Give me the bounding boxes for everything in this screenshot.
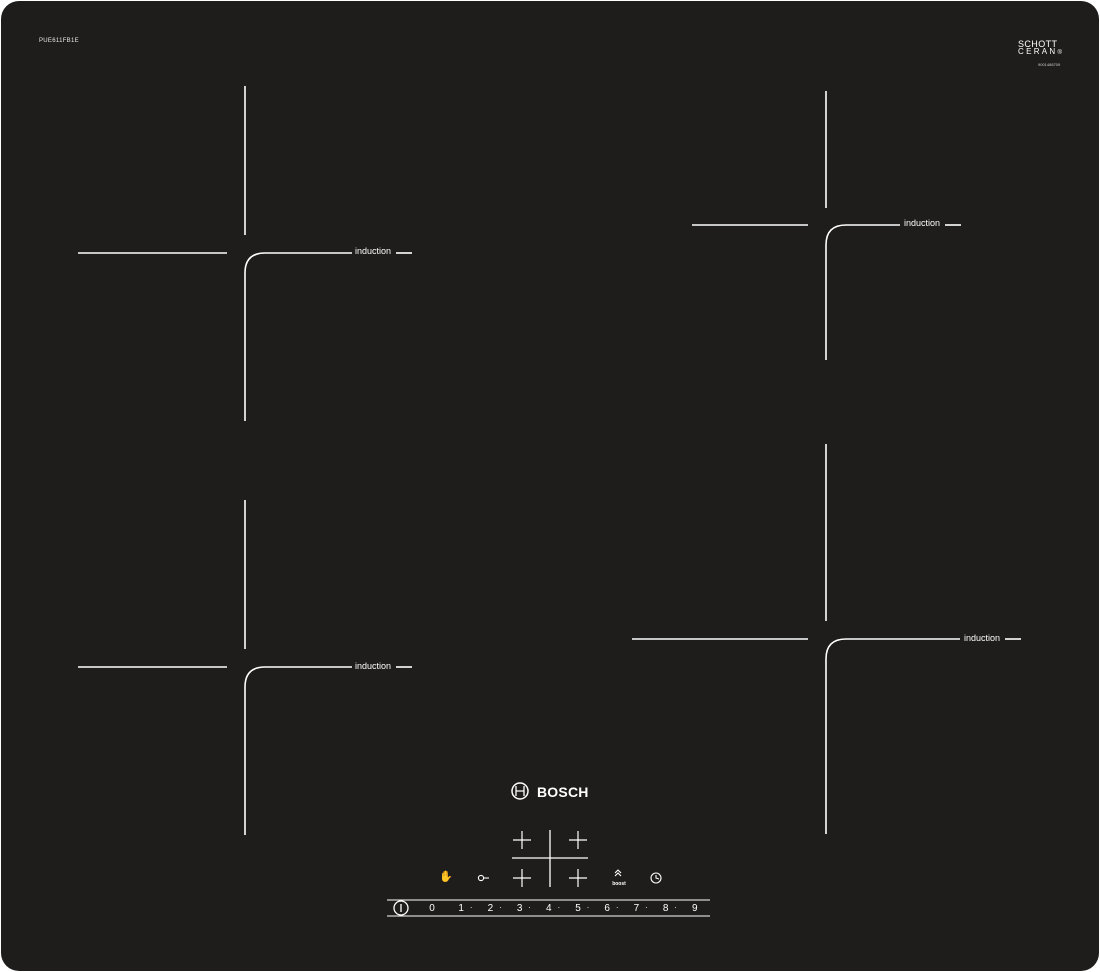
power-level-separator: · bbox=[557, 903, 561, 912]
wipe-protection-button[interactable] bbox=[438, 870, 454, 883]
power-level-2[interactable]: 2 bbox=[487, 903, 494, 914]
power-level-9[interactable]: 9 bbox=[692, 903, 698, 914]
boost-button[interactable]: boost bbox=[612, 881, 626, 887]
schott-text: SCHOTT bbox=[1018, 39, 1058, 49]
power-level-0[interactable]: 0 bbox=[429, 903, 435, 914]
bosch-armature-inner bbox=[516, 786, 524, 796]
power-level-separator: · bbox=[469, 903, 473, 912]
zone-top-left-label: induction bbox=[355, 246, 392, 256]
brand-name: BOSCH bbox=[537, 784, 589, 800]
power-level-separator: · bbox=[528, 903, 531, 912]
cooktop-glass bbox=[1, 1, 1099, 971]
power-level-separator: · bbox=[615, 903, 619, 912]
power-level-4[interactable]: 4 bbox=[546, 903, 552, 914]
power-level-6[interactable]: 6 bbox=[604, 903, 610, 914]
model-code: PUE611FB1E bbox=[39, 38, 79, 44]
select-zone-bottom-left-button[interactable] bbox=[510, 867, 534, 889]
power-level-5[interactable]: 5 bbox=[575, 903, 581, 914]
power-level-separator: · bbox=[674, 903, 677, 912]
select-zone-bottom-right-button[interactable] bbox=[566, 867, 590, 889]
ceran-text: CERAN® bbox=[1018, 47, 1062, 56]
power-level-1[interactable]: 1 bbox=[458, 903, 464, 914]
power-level-separator: · bbox=[645, 903, 648, 912]
power-button[interactable] bbox=[391, 898, 411, 918]
zone-bottom-left-label: induction bbox=[355, 661, 392, 671]
power-level-3[interactable]: 3 bbox=[516, 903, 523, 914]
boost-icon bbox=[615, 870, 621, 876]
select-zone-top-left-button[interactable] bbox=[510, 829, 534, 851]
ceran-code: 9001488709 bbox=[1038, 62, 1061, 67]
zone-bottom-right-label: induction bbox=[964, 633, 1001, 643]
power-level-7[interactable]: 7 bbox=[633, 903, 640, 914]
select-zone-top-right-button[interactable] bbox=[566, 829, 590, 851]
zone-top-right-label: induction bbox=[904, 218, 941, 228]
timer-button[interactable] bbox=[647, 869, 665, 887]
zone-bottom-right-marking bbox=[632, 444, 1021, 834]
childlock-button[interactable] bbox=[473, 870, 491, 886]
power-level-separator: · bbox=[586, 903, 590, 912]
hand-icon: ✋ bbox=[439, 870, 453, 883]
cooking-zone-markings bbox=[1, 1, 1099, 971]
power-level-8[interactable]: 8 bbox=[662, 903, 669, 914]
power-level-separator: · bbox=[499, 903, 502, 912]
